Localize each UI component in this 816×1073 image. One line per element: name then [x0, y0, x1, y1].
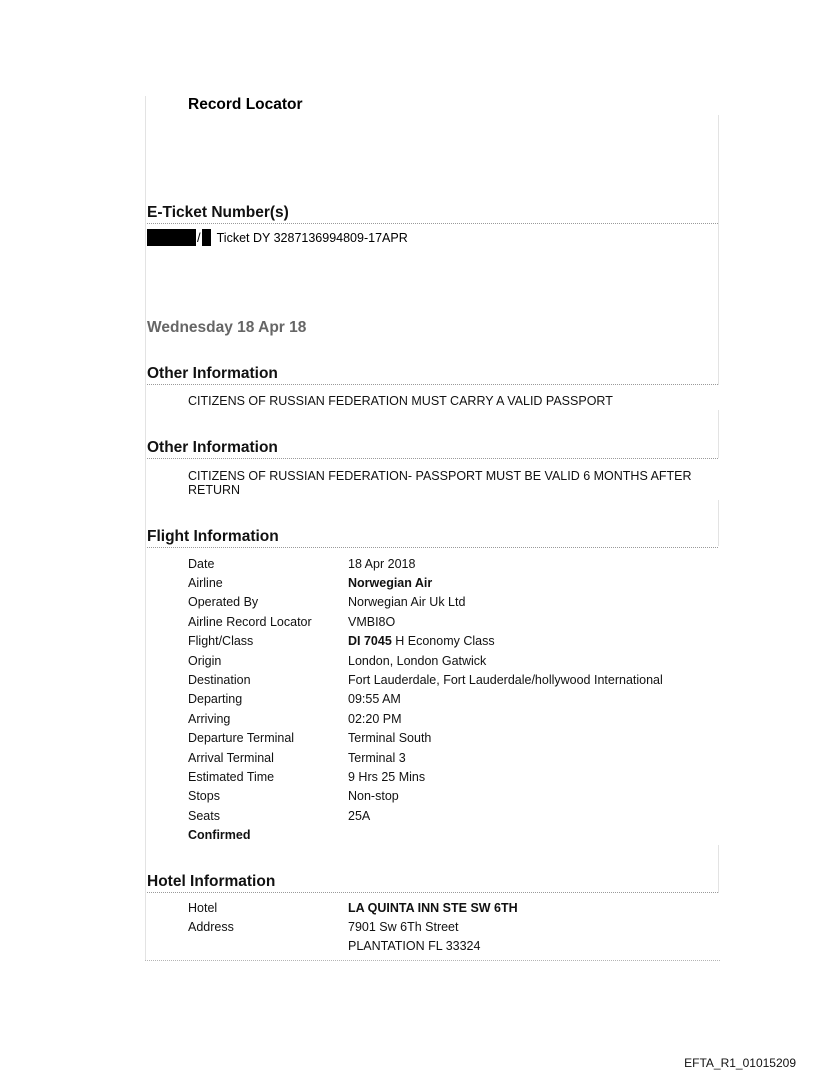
right-frame-line-3 [718, 500, 719, 546]
flight-row-date [188, 554, 663, 573]
other-info-heading-2: Other Information [147, 438, 718, 459]
flight-number: DI 7045 [348, 634, 392, 649]
flight-row-departure-terminal [188, 729, 663, 748]
hotel-label: Hotel [188, 900, 218, 915]
hotel-details [188, 898, 518, 956]
destination-value: Fort Lauderdale, Fort Lauderdale/hollywood International [348, 673, 663, 688]
flight-row-stops [188, 787, 663, 806]
flight-class-value [348, 634, 495, 648]
ticket-row [147, 229, 408, 246]
hotel-name: LA QUINTA INN STE SW 6TH [348, 900, 518, 915]
airline-value: Norwegian Air [348, 576, 433, 591]
flight-row-operated-by [188, 593, 663, 612]
flight-row-class [188, 632, 663, 651]
stops-label: Stops [188, 789, 220, 804]
other-info-heading-1: Other Information [147, 364, 718, 385]
flight-row-seats [188, 806, 663, 825]
flight-row-origin [188, 651, 663, 670]
departure-terminal-value: Terminal South [348, 731, 432, 746]
airline-record-locator-value: VMBI8O [348, 614, 396, 629]
date-label: Date [188, 556, 215, 571]
record-locator-heading: Record Locator [188, 96, 303, 113]
left-frame-line [145, 96, 146, 960]
hotel-row-name [188, 898, 518, 917]
right-frame-line-4 [718, 845, 719, 893]
flight-details [188, 554, 663, 845]
airline-record-locator-label: Airline Record Locator [188, 614, 312, 629]
redaction-block [147, 229, 196, 246]
hotel-row-address-2 [188, 937, 518, 956]
address-label: Address [188, 920, 234, 935]
estimated-time-value: 9 Hrs 25 Mins [348, 769, 426, 784]
arrival-terminal-label: Arrival Terminal [188, 750, 274, 765]
cabin-class: H Economy Class [395, 634, 495, 649]
hotel-info-heading: Hotel Information [147, 872, 718, 893]
arrival-terminal-value: Terminal 3 [348, 750, 406, 765]
address-line1: 7901 Sw 6Th Street [348, 920, 459, 935]
right-frame-line-2 [718, 410, 719, 458]
flight-row-departing [188, 690, 663, 709]
flight-row-arrival-terminal [188, 748, 663, 767]
hotel-row-address [188, 917, 518, 936]
other-info-text-2-line2: RETURN [188, 483, 241, 497]
flight-row-record-locator [188, 612, 663, 631]
date-value: 18 Apr 2018 [348, 556, 416, 571]
day-heading: Wednesday 18 Apr 18 [147, 319, 307, 336]
stops-value: Non-stop [348, 789, 399, 804]
other-info-text-2-line1: CITIZENS OF RUSSIAN FEDERATION- PASSPORT MUST BE VALID 6 MONTHS AFTER [188, 469, 692, 483]
document-id: EFTA_R1_01015209 [684, 1056, 796, 1070]
airline-label: Airline [188, 576, 223, 591]
ticket-separator: / [197, 230, 201, 245]
departing-label: Departing [188, 692, 243, 707]
ticket-number: Ticket DY 3287136994809-17APR [216, 230, 408, 245]
seats-value: 25A [348, 808, 371, 823]
arriving-label: Arriving [188, 711, 231, 726]
origin-label: Origin [188, 653, 222, 668]
bottom-rule [145, 960, 720, 961]
operated-by-value: Norwegian Air Uk Ltd [348, 595, 466, 610]
address-line2: PLANTATION FL 33324 [348, 939, 481, 954]
flight-info-heading: Flight Information [147, 527, 718, 548]
eticket-heading: E-Ticket Number(s) [147, 203, 718, 224]
other-info-text-2 [188, 469, 692, 497]
flight-row-destination [188, 670, 663, 689]
origin-value: London, London Gatwick [348, 653, 487, 668]
right-frame-line-1 [718, 115, 719, 385]
departing-value: 09:55 AM [348, 692, 401, 707]
departure-terminal-label: Departure Terminal [188, 731, 295, 746]
flight-row-status [188, 825, 663, 844]
redaction-block-small [202, 229, 211, 246]
flight-row-estimated-time [188, 767, 663, 786]
flight-row-airline [188, 573, 663, 592]
other-info-text-1: CITIZENS OF RUSSIAN FEDERATION MUST CARRY A VALID PASSPORT [188, 394, 613, 408]
estimated-time-label: Estimated Time [188, 769, 275, 784]
arriving-value: 02:20 PM [348, 711, 402, 726]
flight-row-arriving [188, 709, 663, 728]
seats-label: Seats [188, 808, 220, 823]
booking-status: Confirmed [188, 828, 251, 843]
destination-label: Destination [188, 673, 251, 688]
flight-class-label: Flight/Class [188, 634, 254, 649]
operated-by-label: Operated By [188, 595, 259, 610]
